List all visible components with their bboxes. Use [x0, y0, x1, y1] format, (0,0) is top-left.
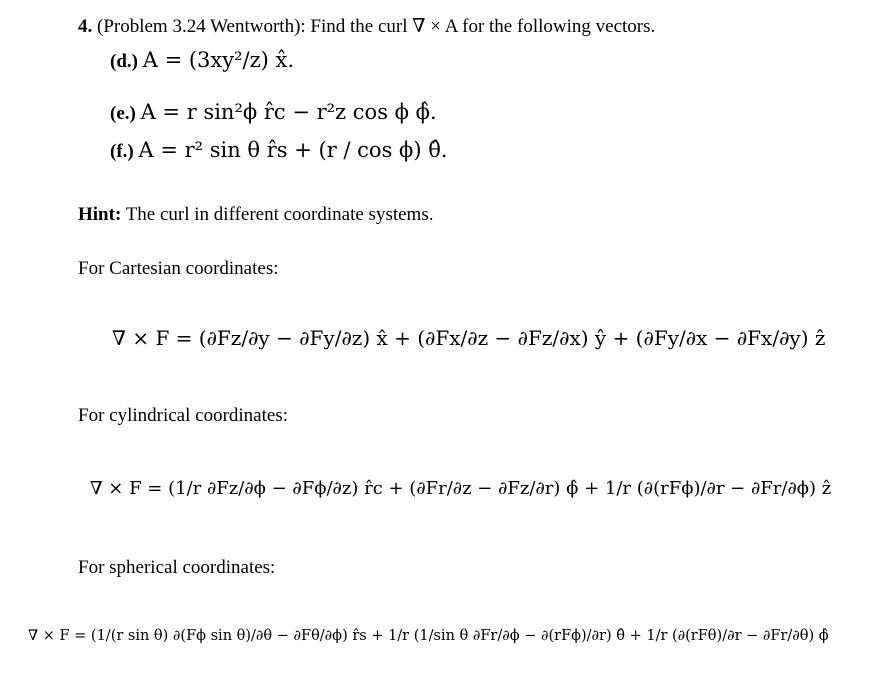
cartesian-curl-equation: ∇ × F = (∂Fz/∂y − ∂Fy/∂z) x̂ + (∂Fx/∂z − ∂Fz/∂x) ŷ + (∂Fy/∂x − ∂Fx/∂y) ẑ — [112, 326, 826, 350]
part-e-label: (e.) — [110, 103, 136, 124]
cartesian-heading: For Cartesian coordinates: — [78, 258, 279, 279]
problem-statement — [78, 15, 655, 38]
problem-number: 4. — [78, 16, 93, 37]
part-d-label: (d.) — [110, 51, 138, 72]
cylindrical-curl-equation: ∇ × F = (1/r ∂Fz/∂ϕ − ∂Fϕ/∂z) r̂c + (∂Fr/∂z − ∂Fz/∂r) ϕ̂ + 1/r (∂(rFϕ)/∂r − ∂Fr/∂ϕ) ẑ — [90, 478, 832, 499]
part-d — [110, 48, 294, 73]
part-f — [110, 138, 448, 163]
part-e-expression: A = r sin²ϕ r̂c − r²z cos ϕ ϕ̂. — [140, 100, 437, 124]
part-d-expression: A = (3xy²/z) x̂. — [142, 48, 295, 72]
hint — [78, 204, 433, 226]
hint-label: Hint: — [78, 204, 122, 225]
problem-text: (Problem 3.24 Wentworth): Find the curl ∇ × A for the following vectors. — [97, 16, 656, 37]
hint-text: The curl in different coordinate systems. — [125, 204, 434, 225]
part-f-label: (f.) — [110, 141, 134, 162]
part-f-expression: A = r² sin θ r̂s + (r / cos ϕ) θ̂. — [138, 138, 448, 162]
spherical-curl-equation: ∇ × F = (1/(r sin θ) ∂(Fϕ sin θ)/∂θ − ∂Fθ/∂ϕ) r̂s + 1/r (1/sin θ ∂Fr/∂ϕ − ∂(rFϕ)/∂r) θ̂ + 1/r (∂(rFθ)/∂r − ∂Fr/∂θ) ϕ̂ — [28, 628, 829, 644]
part-e — [110, 100, 437, 125]
spherical-heading: For spherical coordinates: — [78, 557, 276, 578]
cylindrical-heading: For cylindrical coordinates: — [78, 405, 288, 426]
